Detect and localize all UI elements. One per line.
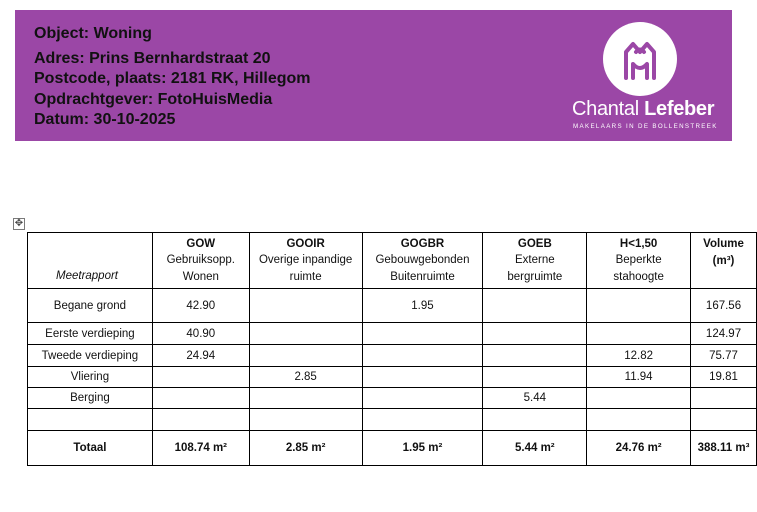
- total-cell: 5.44 m²: [483, 431, 587, 466]
- table-cell: [362, 409, 483, 431]
- table-cell: 124.97: [691, 323, 757, 345]
- table-cell: [249, 388, 362, 409]
- table-row: [28, 289, 757, 323]
- column-header: GOW Gebruiksopp. Wonen: [152, 233, 249, 289]
- table-row: [28, 388, 757, 409]
- table-row: [28, 367, 757, 388]
- table-cell: [587, 323, 691, 345]
- table-cell: [362, 367, 483, 388]
- total-cell: 108.74 m²: [152, 431, 249, 466]
- table-cell: [587, 289, 691, 323]
- table-cell: 2.85: [249, 367, 362, 388]
- table-cell: [152, 367, 249, 388]
- table-cell: 5.44: [483, 388, 587, 409]
- object-line: Object: Woning: [34, 25, 152, 42]
- brand-tagline: MAKELAARS IN DE BOLLENSTREEK: [573, 123, 718, 130]
- table-row: [28, 409, 757, 431]
- column-header: H<1,50 Beperkte stahoogte: [587, 233, 691, 289]
- table-cell: [483, 323, 587, 345]
- table-cell: 1.95: [362, 289, 483, 323]
- column-header: Volume (m³): [691, 233, 757, 289]
- row-label: Tweede verdieping: [28, 345, 153, 367]
- corner-label: Meetrapport: [28, 233, 153, 289]
- table-cell: 167.56: [691, 289, 757, 323]
- column-header: GOGBR Gebouwgebonden Buitenruimte: [362, 233, 483, 289]
- table-cell: 19.81: [691, 367, 757, 388]
- brand-name-last: Lefeber: [644, 98, 715, 120]
- table-cell: [483, 289, 587, 323]
- column-header: GOEB Externe bergruimte: [483, 233, 587, 289]
- total-cell: 2.85 m²: [249, 431, 362, 466]
- table-cell: [483, 409, 587, 431]
- property-details: [34, 24, 311, 131]
- table-cell: [362, 345, 483, 367]
- total-cell: 24.76 m²: [587, 431, 691, 466]
- total-row: [28, 431, 757, 466]
- column-header: GOOIR Overige inpandige ruimte: [249, 233, 362, 289]
- row-label: Berging: [28, 388, 153, 409]
- table-row: [28, 323, 757, 345]
- table-cell: [587, 388, 691, 409]
- table-cell: [362, 323, 483, 345]
- tulip-house-logo-icon: [603, 22, 677, 96]
- table-cell: 42.90: [152, 289, 249, 323]
- table-move-handle-icon[interactable]: ✥: [14, 218, 24, 229]
- row-label: Begane grond: [28, 289, 153, 323]
- table-cell: [362, 388, 483, 409]
- table-cell: 11.94: [587, 367, 691, 388]
- table-cell: 24.94: [152, 345, 249, 367]
- row-label: Vliering: [28, 367, 153, 388]
- table-cell: [691, 388, 757, 409]
- row-label: [28, 409, 153, 431]
- total-cell: 1.95 m²: [362, 431, 483, 466]
- row-label: Eerste verdieping: [28, 323, 153, 345]
- address-line: Adres: Prins Bernhardstraat 20: [34, 49, 271, 67]
- table-cell: [587, 409, 691, 431]
- table-cell: [152, 388, 249, 409]
- table-cell: [249, 409, 362, 431]
- date-line: Datum: 30-10-2025: [34, 111, 176, 128]
- table-row: [28, 345, 757, 367]
- brand-name-first: Chantal: [572, 98, 645, 120]
- table-cell: [249, 323, 362, 345]
- brand-name: [572, 98, 722, 121]
- table-cell: 40.90: [152, 323, 249, 345]
- table-cell: [249, 289, 362, 323]
- total-label: Totaal: [28, 431, 153, 466]
- table-cell: [483, 367, 587, 388]
- total-cell: 388.11 m³: [691, 431, 757, 466]
- table-cell: [249, 345, 362, 367]
- table-cell: [483, 345, 587, 367]
- table-cell: [152, 409, 249, 431]
- measurement-table: [27, 232, 757, 466]
- table-header-row: [28, 233, 757, 289]
- header-banner: [15, 10, 732, 141]
- table-cell: 75.77: [691, 345, 757, 367]
- client-line: Opdrachtgever: FotoHuisMedia: [34, 90, 273, 108]
- table-cell: [691, 409, 757, 431]
- table-cell: 12.82: [587, 345, 691, 367]
- postcode-line: Postcode, plaats: 2181 RK, Hillegom: [34, 70, 311, 87]
